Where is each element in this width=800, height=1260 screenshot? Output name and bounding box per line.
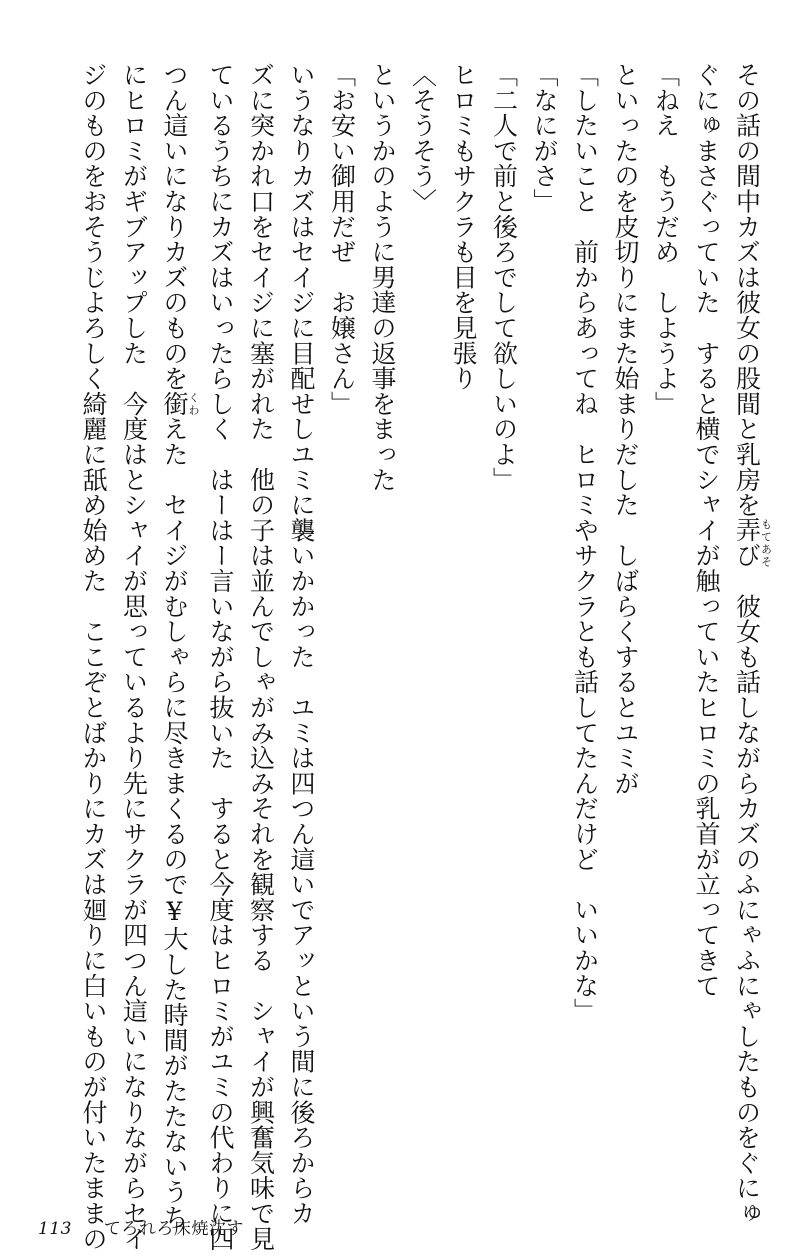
text-line: 〈そうそう〉 xyxy=(408,62,438,214)
text-line: ヒロミもサクラも目を見張り xyxy=(449,62,478,391)
ruby-word: 弄びもてあそ xyxy=(732,517,773,569)
text-line: ているうちにカズはいったらしく はーはー言いながら抜いた すると今度はヒロミがユミの代わりに四 xyxy=(206,62,235,1252)
ruby-reading: もてあそ xyxy=(759,517,773,569)
text-line: その話の間中カズは彼女の股間と乳房を弄びもてあそ 彼女も話しながらカズのふにゃふにゃしたものをぐにゅ xyxy=(732,62,773,1226)
text-line: ズに突かれ口をセイジに塞がれた 他の子は並んでしゃがみ込みそれを観察する シャイが興奮気味で見 xyxy=(246,62,276,1252)
text-line: 「したいこと 前からあってね ヒロミやサクラとも話してたんだけど いいかな」 xyxy=(570,62,600,1024)
text-line: といったのを皮切りにまた始まりだした しばらくするとユミが xyxy=(611,62,640,796)
text-line: ぐにゅまさぐっていた すると横でシャイが触っていたヒロミの乳首が立ってきて xyxy=(692,62,721,999)
text-line: にヒロミがギブアップした 今度はとシャイが思っているより先にサクラが四つん這いになりながらセイ xyxy=(119,62,149,1252)
text-line: というかのように男達の返事をまった xyxy=(368,62,397,493)
text-line: 「二人で前と後ろでして欲しいのよ」 xyxy=(489,62,519,493)
text-line: いうなりカズはセイジに目配せしユミに襲いかかった ユミは四つん這いでアッという間に後ろからカ xyxy=(287,62,316,1226)
text-line: ジのものをおそうじよろしく綺麗に舐め始めた ここぞとばかりにカズは廻りに白いものが付いたままの xyxy=(79,62,108,1252)
page-footer xyxy=(38,1214,244,1239)
text-line: 「ねえ もうだめ しようよ」 xyxy=(651,62,681,417)
running-title: てろれろ床焼沈す xyxy=(103,1219,244,1239)
text-line: 「なにがさ」 xyxy=(530,62,559,214)
ruby-reading: くわ xyxy=(187,390,200,417)
page-number: 113 xyxy=(38,1219,72,1239)
text-line: つん這いになりカズのものを銜くわえた セイジがむしゃらに尽きまくるので¥大した時間がたたないうち xyxy=(160,62,200,1230)
text-line: 「お安い御用だぜ お嬢さん」 xyxy=(327,62,357,417)
ruby-word: 銜くわ xyxy=(160,390,200,417)
